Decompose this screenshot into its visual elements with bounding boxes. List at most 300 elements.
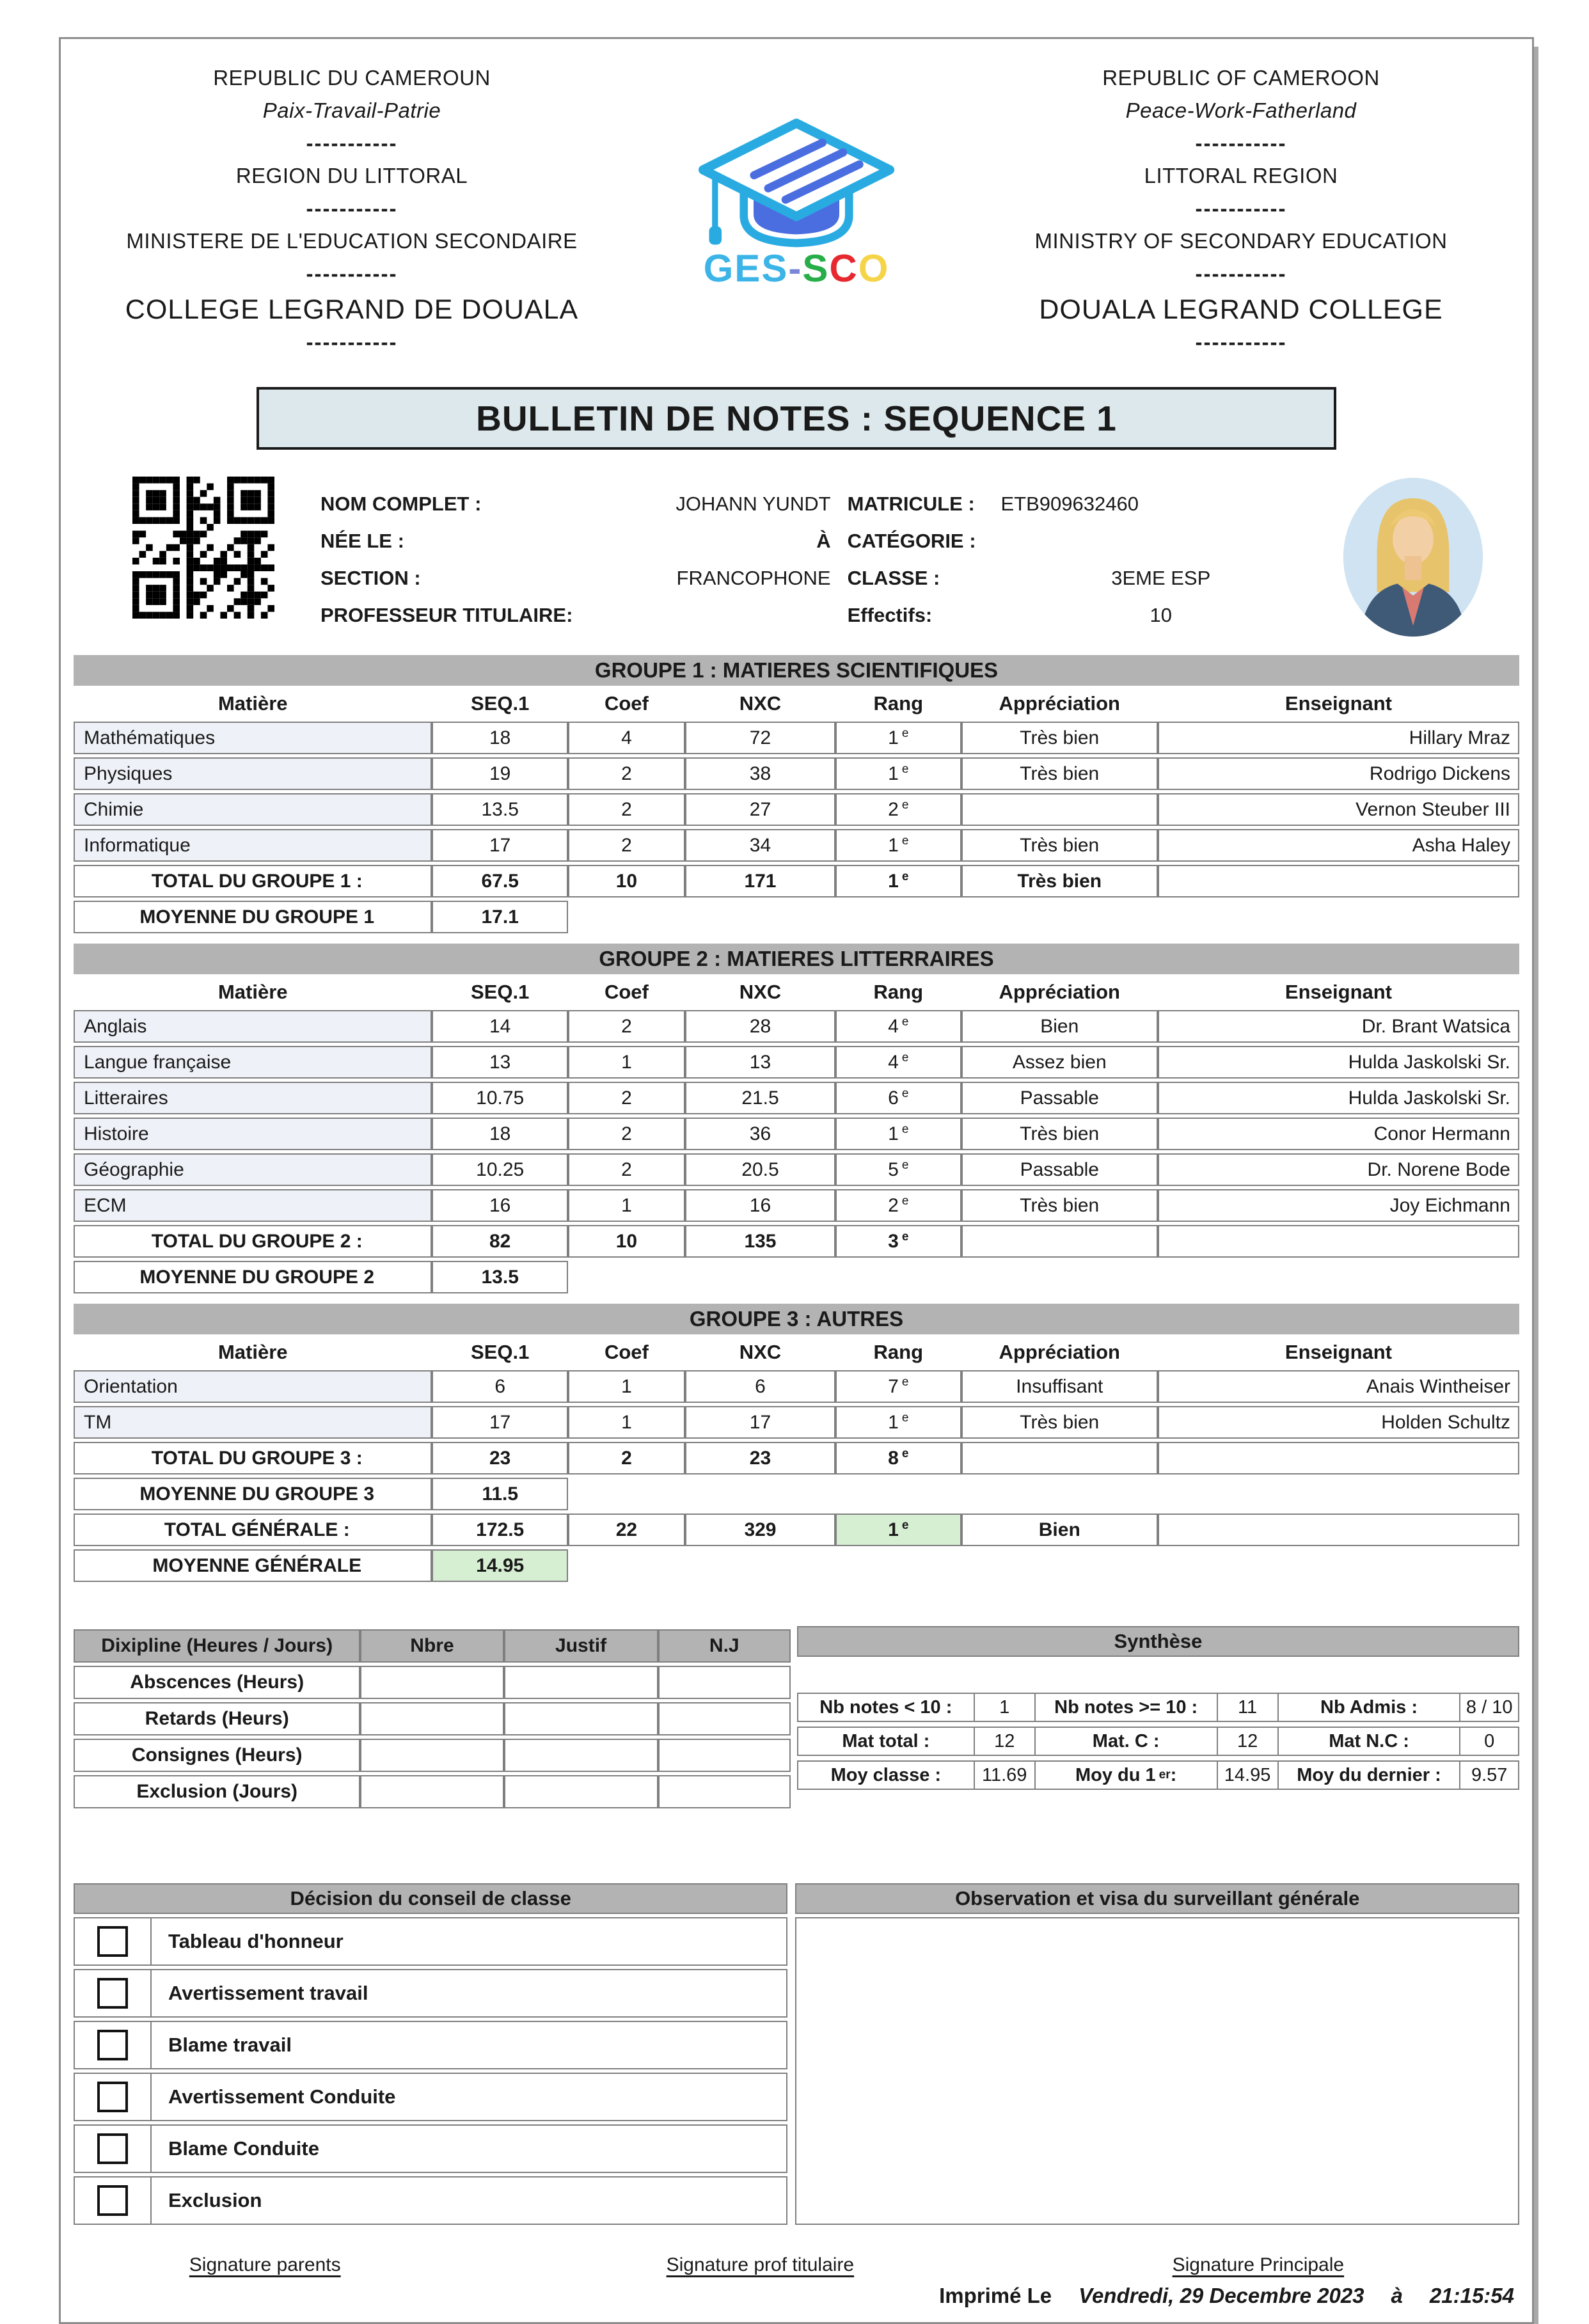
subject-row (74, 1118, 1519, 1150)
total-enseignant-empty (1158, 865, 1519, 897)
col-matiere: Matière (74, 1338, 432, 1367)
school-name-fr: COLLEGE LEGRAND DE DOUALA (125, 294, 579, 325)
checkbox-cell (75, 1918, 152, 1964)
a-label: À (816, 530, 831, 552)
matiere-cell: Histoire (74, 1118, 432, 1150)
rang-cell (835, 1189, 961, 1222)
synthese-row-1 (797, 1693, 1519, 1722)
separator: ----------- (1195, 262, 1287, 285)
decision-row (74, 1969, 787, 2018)
subject-row (74, 1010, 1519, 1043)
rang-value: 2 (888, 1195, 899, 1216)
nxc-cell: 34 (685, 829, 835, 862)
nb-admis-value: 8 / 10 (1459, 1693, 1519, 1722)
seq-cell: 6 (432, 1370, 567, 1403)
moyenne-label: MOYENNE DU GROUPE 1 (74, 901, 432, 933)
signature-principale: Signature Principale (1172, 2254, 1345, 2275)
rang-value: 4 (888, 1052, 899, 1073)
rang-value: 1 (888, 727, 899, 748)
group3-moyenne-row (74, 1478, 1519, 1510)
blame-travail-checkbox[interactable] (97, 2030, 128, 2060)
retards-justif (504, 1702, 658, 1735)
subject-row (74, 1189, 1519, 1222)
rang-value: 2 (888, 799, 899, 820)
total-appreciation (961, 1442, 1158, 1474)
coef-cell: 1 (568, 1370, 685, 1403)
nxc-cell: 20.5 (685, 1153, 835, 1186)
matiere-cell: ECM (74, 1189, 432, 1222)
group1-total-row (74, 865, 1519, 897)
checkbox-cell (75, 2074, 152, 2120)
enseignant-cell: Conor Hermann (1158, 1118, 1519, 1150)
nxc-cell: 38 (685, 757, 835, 790)
rang-cell (835, 793, 961, 826)
empty-space (568, 1549, 1519, 1582)
col-seq: SEQ.1 (432, 977, 567, 1007)
separator: ----------- (1195, 330, 1287, 354)
seq-cell: 13.5 (432, 793, 567, 826)
moyenne-label: MOYENNE DU GROUPE 3 (74, 1478, 432, 1510)
appreciation-cell: Insuffisant (961, 1370, 1158, 1403)
empty-space (568, 901, 1519, 933)
consignes-justif (504, 1739, 658, 1772)
observation-area (795, 1917, 1519, 2225)
rang-ordinal: e (901, 1230, 909, 1244)
rang-ordinal: e (901, 798, 909, 812)
rang-cell (835, 1046, 961, 1079)
seq-cell: 16 (432, 1189, 567, 1222)
moy-classe-value: 11.69 (974, 1760, 1036, 1790)
col-matiere: Matière (74, 689, 432, 718)
total-label: TOTAL DU GROUPE 1 : (74, 865, 432, 897)
col-seq: SEQ.1 (432, 689, 567, 718)
total-appreciation: Très bien (961, 865, 1158, 897)
classe-value: 3EME ESP (1111, 567, 1211, 589)
coef-cell: 1 (568, 1406, 685, 1439)
empty-space (797, 1657, 1519, 1693)
decision-section (74, 1883, 1519, 2225)
signature-parents: Signature parents (189, 2254, 341, 2275)
col-matiere: Matière (74, 977, 432, 1007)
blame-conduite-checkbox[interactable] (97, 2133, 128, 2164)
empty-space (568, 1478, 1519, 1510)
matiere-cell: Orientation (74, 1370, 432, 1403)
decision-row (74, 2021, 787, 2069)
logo (630, 58, 963, 355)
discipline-col-nj: N.J (658, 1629, 791, 1663)
nb-notes-inf-value: 1 (974, 1693, 1036, 1722)
separator: ----------- (306, 131, 398, 155)
exclusion-label: Exclusion (Jours) (74, 1775, 360, 1808)
total-general-label: TOTAL GÉNÉRALE : (74, 1514, 432, 1546)
nom-label: NOM COMPLET : (320, 493, 482, 515)
rang-cell (835, 722, 961, 754)
absences-label: Abscences (Heurs) (74, 1666, 360, 1699)
mat-nc-label: Mat N.C : (1277, 1727, 1461, 1756)
rang-cell (835, 1082, 961, 1114)
rang-cell (835, 1118, 961, 1150)
info-row-nom (320, 486, 1321, 523)
enseignant-cell: Asha Haley (1158, 829, 1519, 862)
exclusion-justif (504, 1775, 658, 1808)
checkbox-cell (75, 1970, 152, 2016)
col-nxc: NXC (685, 977, 835, 1007)
col-coef: Coef (568, 689, 685, 718)
student-photo (1340, 477, 1486, 638)
enseignant-cell: Dr. Norene Bode (1158, 1153, 1519, 1186)
exclusion-nj (658, 1775, 791, 1808)
moyenne-generale-row (74, 1549, 1519, 1582)
printed-date: Vendredi, 29 Decembre 2023 (1079, 2284, 1364, 2307)
col-rang: Rang (835, 689, 961, 718)
rang-cell (835, 829, 961, 862)
total-general-seq: 172.5 (432, 1514, 567, 1546)
subject-row (74, 722, 1519, 754)
qr-code (132, 477, 274, 619)
appreciation-cell: Très bien (961, 1406, 1158, 1439)
decision-row (74, 1917, 787, 1966)
coef-cell: 2 (568, 757, 685, 790)
student-info-section (74, 477, 1519, 638)
logo-ges: GES (703, 247, 789, 290)
separator: ----------- (306, 262, 398, 285)
seq-cell: 17 (432, 829, 567, 862)
total-general-coef: 22 (568, 1514, 685, 1546)
matiere-cell: Géographie (74, 1153, 432, 1186)
logo-c: C (829, 247, 858, 290)
checkbox-cell (75, 2178, 152, 2224)
coef-cell: 2 (568, 829, 685, 862)
col-nxc: NXC (685, 689, 835, 718)
discipline-col-title: Dixipline (Heures / Jours) (74, 1629, 360, 1663)
appreciation-cell: Très bien (961, 1189, 1158, 1222)
nxc-cell: 28 (685, 1010, 835, 1043)
subject-row (74, 1406, 1519, 1439)
separator: ----------- (1195, 131, 1287, 155)
rang-ordinal: e (901, 834, 909, 848)
absences-justif (504, 1666, 658, 1699)
decision-row (74, 2073, 787, 2121)
graduation-cap-icon (668, 115, 924, 250)
tableau-honneur-label: Tableau d'honneur (168, 1930, 344, 1952)
exclusion-label: Exclusion (168, 2189, 262, 2211)
exclusion-checkbox[interactable] (97, 2185, 128, 2216)
rang-value: 1 (888, 763, 899, 784)
subject-row (74, 1370, 1519, 1403)
total-label: TOTAL DU GROUPE 2 : (74, 1225, 432, 1258)
header-right-block (963, 58, 1519, 355)
grades-section (74, 652, 1519, 1589)
moy-premier-label (1034, 1760, 1218, 1790)
mat-total-label: Mat total : (797, 1727, 975, 1756)
avertissement-conduite-label: Avertissement Conduite (168, 2085, 396, 2108)
blame-travail-label: Blame travail (168, 2034, 292, 2056)
nb-admis-label: Nb Admis : (1277, 1693, 1461, 1722)
motto-en: Peace-Work-Fatherland (1125, 99, 1357, 122)
group3-table (74, 1300, 1519, 1585)
mat-c-label: Mat. C : (1034, 1727, 1218, 1756)
group2-table (74, 940, 1519, 1297)
country-en: REPUBLIC OF CAMEROON (1102, 66, 1380, 90)
matiere-cell: Anglais (74, 1010, 432, 1043)
retards-label: Retards (Heurs) (74, 1702, 360, 1735)
moy-dernier-label: Moy du dernier : (1277, 1760, 1461, 1790)
group1-table (74, 652, 1519, 937)
logo-s: S (802, 247, 830, 290)
rang-value: 6 (888, 1087, 899, 1109)
rang-ordinal: e (901, 1411, 909, 1425)
moyenne-label: MOYENNE DU GROUPE 2 (74, 1261, 432, 1293)
col-coef: Coef (568, 977, 685, 1007)
tableau-honneur-checkbox[interactable] (97, 1926, 128, 1957)
empty-space (568, 1261, 1519, 1293)
rang-value: 3 (888, 1231, 899, 1252)
total-coef: 10 (568, 865, 685, 897)
mat-c-value: 12 (1217, 1727, 1279, 1756)
moyenne-value: 11.5 (432, 1478, 567, 1510)
nxc-cell: 17 (685, 1406, 835, 1439)
logo-wordmark (704, 246, 890, 290)
motto-fr: Paix-Travail-Patrie (262, 99, 441, 122)
enseignant-cell: Dr. Brant Watsica (1158, 1010, 1519, 1043)
total-appreciation (961, 1225, 1158, 1258)
rang-cell (835, 1153, 961, 1186)
nee-label: NÉE LE : (320, 530, 404, 552)
moy-classe-label: Moy classe : (797, 1760, 975, 1790)
col-coef: Coef (568, 1338, 685, 1367)
moy-dernier-value: 9.57 (1459, 1760, 1519, 1790)
nb-notes-inf-label: Nb notes < 10 : (797, 1693, 975, 1722)
total-nxc: 171 (685, 865, 835, 897)
classe-label: CLASSE : (847, 567, 940, 589)
seq-cell: 14 (432, 1010, 567, 1043)
blame-conduite-label: Blame Conduite (168, 2137, 319, 2160)
signature-prof-titulaire: Signature prof titulaire (666, 2254, 855, 2275)
checkbox-cell (75, 2022, 152, 2068)
rang-ordinal: e (901, 763, 909, 776)
moyenne-generale-label: MOYENNE GÉNÉRALE (74, 1549, 432, 1582)
total-general-row (74, 1514, 1519, 1546)
rang-value: 1 (888, 1519, 899, 1540)
info-row-naissance (320, 523, 1321, 560)
consignes-nj (658, 1739, 791, 1772)
total-seq: 23 (432, 1442, 567, 1474)
seq-cell: 13 (432, 1046, 567, 1079)
enseignant-cell: Anais Wintheiser (1158, 1370, 1519, 1403)
total-enseignant-empty (1158, 1442, 1519, 1474)
ministry-fr: MINISTERE DE L'EDUCATION SECONDAIRE (126, 229, 578, 253)
appreciation-cell: Passable (961, 1153, 1158, 1186)
retards-nbre (360, 1702, 503, 1735)
rang-cell (835, 1406, 961, 1439)
total-coef: 2 (568, 1442, 685, 1474)
enseignant-cell: Rodrigo Dickens (1158, 757, 1519, 790)
rang-value: 1 (888, 1123, 899, 1144)
matricule-value: ETB909632460 (1000, 493, 1139, 515)
total-general-appreciation: Bien (961, 1514, 1158, 1546)
rang-ordinal: e (901, 1015, 909, 1029)
moyenne-value: 17.1 (432, 901, 567, 933)
printed-label: Imprimé Le (939, 2284, 1052, 2307)
label-ordinal: er (1158, 1768, 1171, 1782)
exclusion-nbre (360, 1775, 503, 1808)
enseignant-cell: Vernon Steuber III (1158, 793, 1519, 826)
country-fr: REPUBLIC DU CAMEROUN (213, 66, 491, 90)
enseignant-cell: Joy Eichmann (1158, 1189, 1519, 1222)
matiere-cell: Chimie (74, 793, 432, 826)
total-nxc: 135 (685, 1225, 835, 1258)
col-appreciation: Appréciation (961, 1338, 1158, 1367)
group2-title: GROUPE 2 : MATIERES LITTERRAIRES (74, 944, 1519, 974)
rang-ordinal: e (901, 1194, 909, 1208)
categorie-label: CATÉGORIE : (847, 530, 976, 552)
section-label: SECTION : (320, 567, 421, 589)
rang-cell (835, 757, 961, 790)
rang-ordinal: e (901, 1375, 909, 1389)
decision-row (74, 2176, 787, 2225)
decision-panel (74, 1883, 787, 2225)
group1-moyenne-row (74, 901, 1519, 933)
region-en: LITTORAL REGION (1144, 164, 1338, 187)
enseignant-cell: Hulda Jaskolski Sr. (1158, 1082, 1519, 1114)
effectifs-value: 10 (1150, 604, 1172, 626)
group1-title: GROUPE 1 : MATIERES SCIENTIFIQUES (74, 655, 1519, 686)
coef-cell: 4 (568, 722, 685, 754)
nxc-cell: 72 (685, 722, 835, 754)
prof-label: PROFESSEUR TITULAIRE: (320, 604, 573, 626)
coef-cell: 1 (568, 1046, 685, 1079)
report-card-page (59, 37, 1534, 2324)
rang-cell (835, 1370, 961, 1403)
seq-cell: 17 (432, 1406, 567, 1439)
seq-cell: 10.75 (432, 1082, 567, 1114)
discipline-col-nbre: Nbre (360, 1629, 503, 1663)
avertissement-travail-checkbox[interactable] (97, 1978, 128, 2009)
moyenne-generale-value: 14.95 (432, 1549, 567, 1582)
coef-cell: 2 (568, 1118, 685, 1150)
decision-row (74, 2124, 787, 2173)
matiere-cell: Litteraires (74, 1082, 432, 1114)
seq-cell: 19 (432, 757, 567, 790)
synthese-row-2 (797, 1727, 1519, 1756)
signatures-row (74, 2254, 1519, 2284)
nb-notes-sup-label: Nb notes >= 10 : (1034, 1693, 1218, 1722)
total-rang (835, 1442, 961, 1474)
total-rang (835, 1225, 961, 1258)
rang-ordinal: e (901, 1519, 909, 1532)
subject-row (74, 757, 1519, 790)
logo-o: O (858, 247, 890, 290)
subject-row (74, 1046, 1519, 1079)
coef-cell: 2 (568, 1082, 685, 1114)
coef-cell: 1 (568, 1189, 685, 1222)
moy-premier-value: 14.95 (1217, 1760, 1279, 1790)
mat-total-value: 12 (974, 1727, 1036, 1756)
synthese-row-3 (797, 1760, 1519, 1790)
coef-cell: 2 (568, 793, 685, 826)
subject-row (74, 1153, 1519, 1186)
matiere-cell: TM (74, 1406, 432, 1439)
discipline-table (74, 1626, 791, 1812)
rang-value: 5 (888, 1159, 899, 1180)
appreciation-cell: Bien (961, 1010, 1158, 1043)
total-general-enseignant-empty (1158, 1514, 1519, 1546)
seq-cell: 18 (432, 722, 567, 754)
matiere-cell: Informatique (74, 829, 432, 862)
region-fr: REGION DU LITTORAL (235, 164, 468, 187)
discipline-section (74, 1626, 1519, 1812)
total-general-nxc: 329 (685, 1514, 835, 1546)
group2-moyenne-row (74, 1261, 1519, 1293)
info-row-prof (320, 597, 1321, 634)
rang-value: 1 (888, 871, 899, 892)
col-rang: Rang (835, 1338, 961, 1367)
rang-ordinal: e (901, 727, 909, 740)
total-enseignant-empty (1158, 1225, 1519, 1258)
enseignant-cell: Holden Schultz (1158, 1406, 1519, 1439)
appreciation-cell: Très bien (961, 1118, 1158, 1150)
retards-nj (658, 1702, 791, 1735)
decision-title: Décision du conseil de classe (74, 1883, 787, 1914)
nxc-cell: 16 (685, 1189, 835, 1222)
discipline-col-justif: Justif (504, 1629, 658, 1663)
rang-ordinal: e (901, 1447, 909, 1460)
avertissement-conduite-checkbox[interactable] (97, 2082, 128, 2112)
col-nxc: NXC (685, 1338, 835, 1367)
avertissement-travail-label: Avertissement travail (168, 1982, 368, 2004)
document-header (74, 58, 1519, 355)
subject-row (74, 829, 1519, 862)
col-enseignant: Enseignant (1158, 1338, 1519, 1367)
matiere-cell: Physiques (74, 757, 432, 790)
nom-value: JOHANN YUNDT (676, 493, 831, 515)
effectifs-label: Effectifs: (847, 604, 933, 626)
enseignant-cell: Hulda Jaskolski Sr. (1158, 1046, 1519, 1079)
printed-at: à (1391, 2284, 1403, 2307)
separator: ----------- (1195, 196, 1287, 220)
coef-cell: 2 (568, 1010, 685, 1043)
section-value: FRANCOPHONE (676, 567, 831, 589)
rang-ordinal: e (901, 1123, 909, 1136)
printed-time: 21:15:54 (1429, 2284, 1514, 2307)
observation-panel (795, 1883, 1519, 2225)
col-appreciation: Appréciation (961, 977, 1158, 1007)
label-colon: : (1170, 1764, 1177, 1785)
matiere-cell: Langue française (74, 1046, 432, 1079)
checkbox-cell (75, 2126, 152, 2172)
info-row-section (320, 560, 1321, 597)
total-coef: 10 (568, 1225, 685, 1258)
rang-cell (835, 1010, 961, 1043)
appreciation-cell (961, 793, 1158, 826)
total-rang (835, 865, 961, 897)
rang-value: 4 (888, 1016, 899, 1037)
nb-notes-sup-value: 11 (1217, 1693, 1279, 1722)
enseignant-cell: Hillary Mraz (1158, 722, 1519, 754)
bulletin-title: BULLETIN DE NOTES : SEQUENCE 1 (257, 387, 1336, 450)
logo-dash: - (788, 247, 803, 290)
seq-cell: 18 (432, 1118, 567, 1150)
moyenne-value: 13.5 (432, 1261, 567, 1293)
label-text: Moy du 1 (1075, 1764, 1156, 1785)
appreciation-cell: Très bien (961, 722, 1158, 754)
col-enseignant: Enseignant (1158, 977, 1519, 1007)
absences-nj (658, 1666, 791, 1699)
absences-nbre (360, 1666, 503, 1699)
appreciation-cell: Assez bien (961, 1046, 1158, 1079)
rang-ordinal: e (901, 870, 909, 883)
nxc-cell: 13 (685, 1046, 835, 1079)
